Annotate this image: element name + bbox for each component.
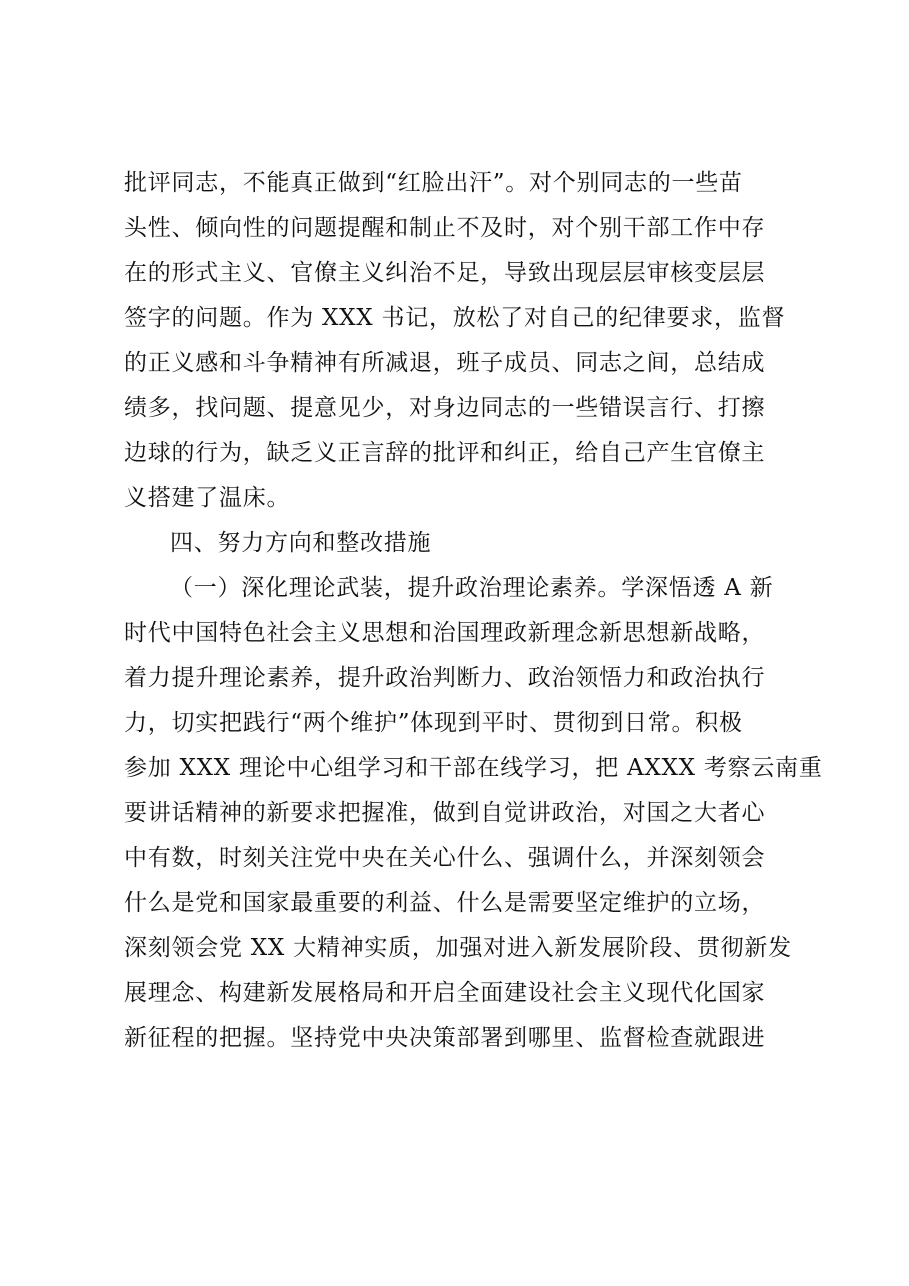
- paragraph-line: 力，切实把践行“两个维护”体现到平时、贯彻到日常。积极: [124, 710, 743, 736]
- paragraph-line: 批评同志，不能真正做到“红脸出汗”。对个别同志的一些苗: [124, 170, 743, 196]
- paragraph-line: 什么是党和国家最重要的利益、什么是需要坚定维护的立场，: [124, 890, 766, 916]
- paragraph-line: 边球的行为，缺乏义正言辞的批评和纠正，给自己产生官僚主: [124, 440, 766, 466]
- paragraph-line: 要讲话精神的新要求把握准，做到自觉讲政治，对国之大者心: [124, 800, 766, 826]
- paragraph-line: 头性、倾向性的问题提醒和制止不及时，对个别干部工作中存: [124, 215, 766, 241]
- section-heading: 四、努力方向和整改措施: [170, 530, 432, 556]
- paragraph-line: 的正义感和斗争精神有所减退，班子成员、同志之间，总结成: [124, 350, 766, 376]
- paragraph-line: 在的形式主义、官僚主义纠治不足，导致出现层层审核变层层: [124, 260, 766, 286]
- paragraph-line: 义搭建了温床。: [124, 485, 291, 511]
- paragraph-line: 时代中国特色社会主义思想和治国理政新理念新思想新战略，: [124, 620, 766, 646]
- paragraph-line: 参加 XXX 理论中心组学习和干部在线学习，把 AXXX 考察云南重: [124, 755, 823, 781]
- paragraph-line: 新征程的把握。坚持党中央决策部署到哪里、监督检查就跟进: [124, 1025, 766, 1051]
- paragraph-line: 着力提升理论素养，提升政治判断力、政治领悟力和政治执行: [124, 665, 766, 691]
- paragraph-line: 中有数，时刻关注党中央在关心什么、强调什么，并深刻领会: [124, 845, 766, 871]
- paragraph-line: 展理念、构建新发展格局和开启全面建设社会主义现代化国家: [124, 980, 766, 1006]
- paragraph-line: 深刻领会党 XX 大精神实质，加强对进入新发展阶段、贯彻新发: [124, 935, 792, 961]
- paragraph-line: 签字的问题。作为 XXX 书记，放松了对自己的纪律要求，监督: [124, 305, 786, 331]
- paragraph-line: （一）深化理论武装，提升政治理论素养。学深悟透 A 新: [170, 575, 774, 601]
- paragraph-line: 绩多，找问题、提意见少，对身边同志的一些错误言行、打擦: [124, 395, 766, 421]
